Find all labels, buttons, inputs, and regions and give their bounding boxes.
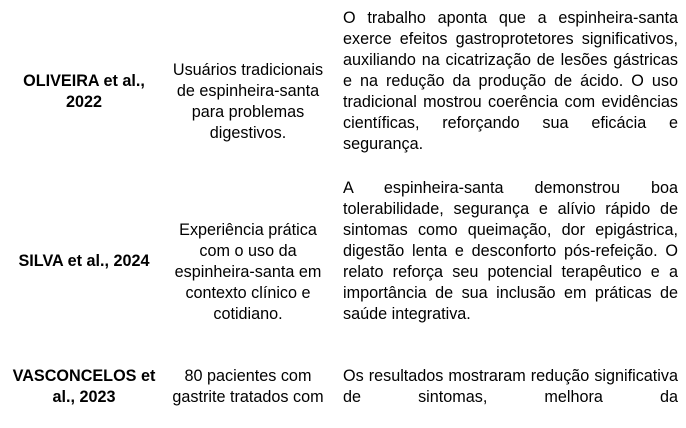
- author-cell: SILVA et al., 2024: [18, 252, 150, 270]
- result-cell: O trabalho aponta que a espinheira-santa exerce efeitos gastroprotetores significativos, auxiliando na cicatrização de lesões gástricas e na redução da produção de ácido. O uso tradicional mostrou coerência com evidências científicas, reforçando sua eficácia e segurança.: [343, 9, 678, 153]
- author-cell: OLIVEIRA et al., 2022: [23, 72, 145, 111]
- author-cell: VASCONCELOS et al., 2023: [12, 367, 156, 406]
- result-cell: A espinheira-santa demonstrou boa tolerabilidade, segurança e alívio rápido de sintomas como queimação, dor epigástrica, digestão lenta e desconforto pós-refeição. O relato reforça seu potencial terapêutico e a importância de sua inclusão em práticas de saúde integrativa.: [343, 179, 678, 323]
- result-cell: Os resultados mostraram redução significativa de sintomas, melhora da: [343, 367, 678, 406]
- sample-cell: 80 pacientes com gastrite tratados com: [172, 367, 324, 406]
- sample-cell: Experiência prática com o uso da espinheira-santa em contexto clínico e cotidiano.: [174, 221, 322, 323]
- sample-cell: Usuários tradicionais de espinheira-santa para problemas digestivos.: [172, 61, 324, 142]
